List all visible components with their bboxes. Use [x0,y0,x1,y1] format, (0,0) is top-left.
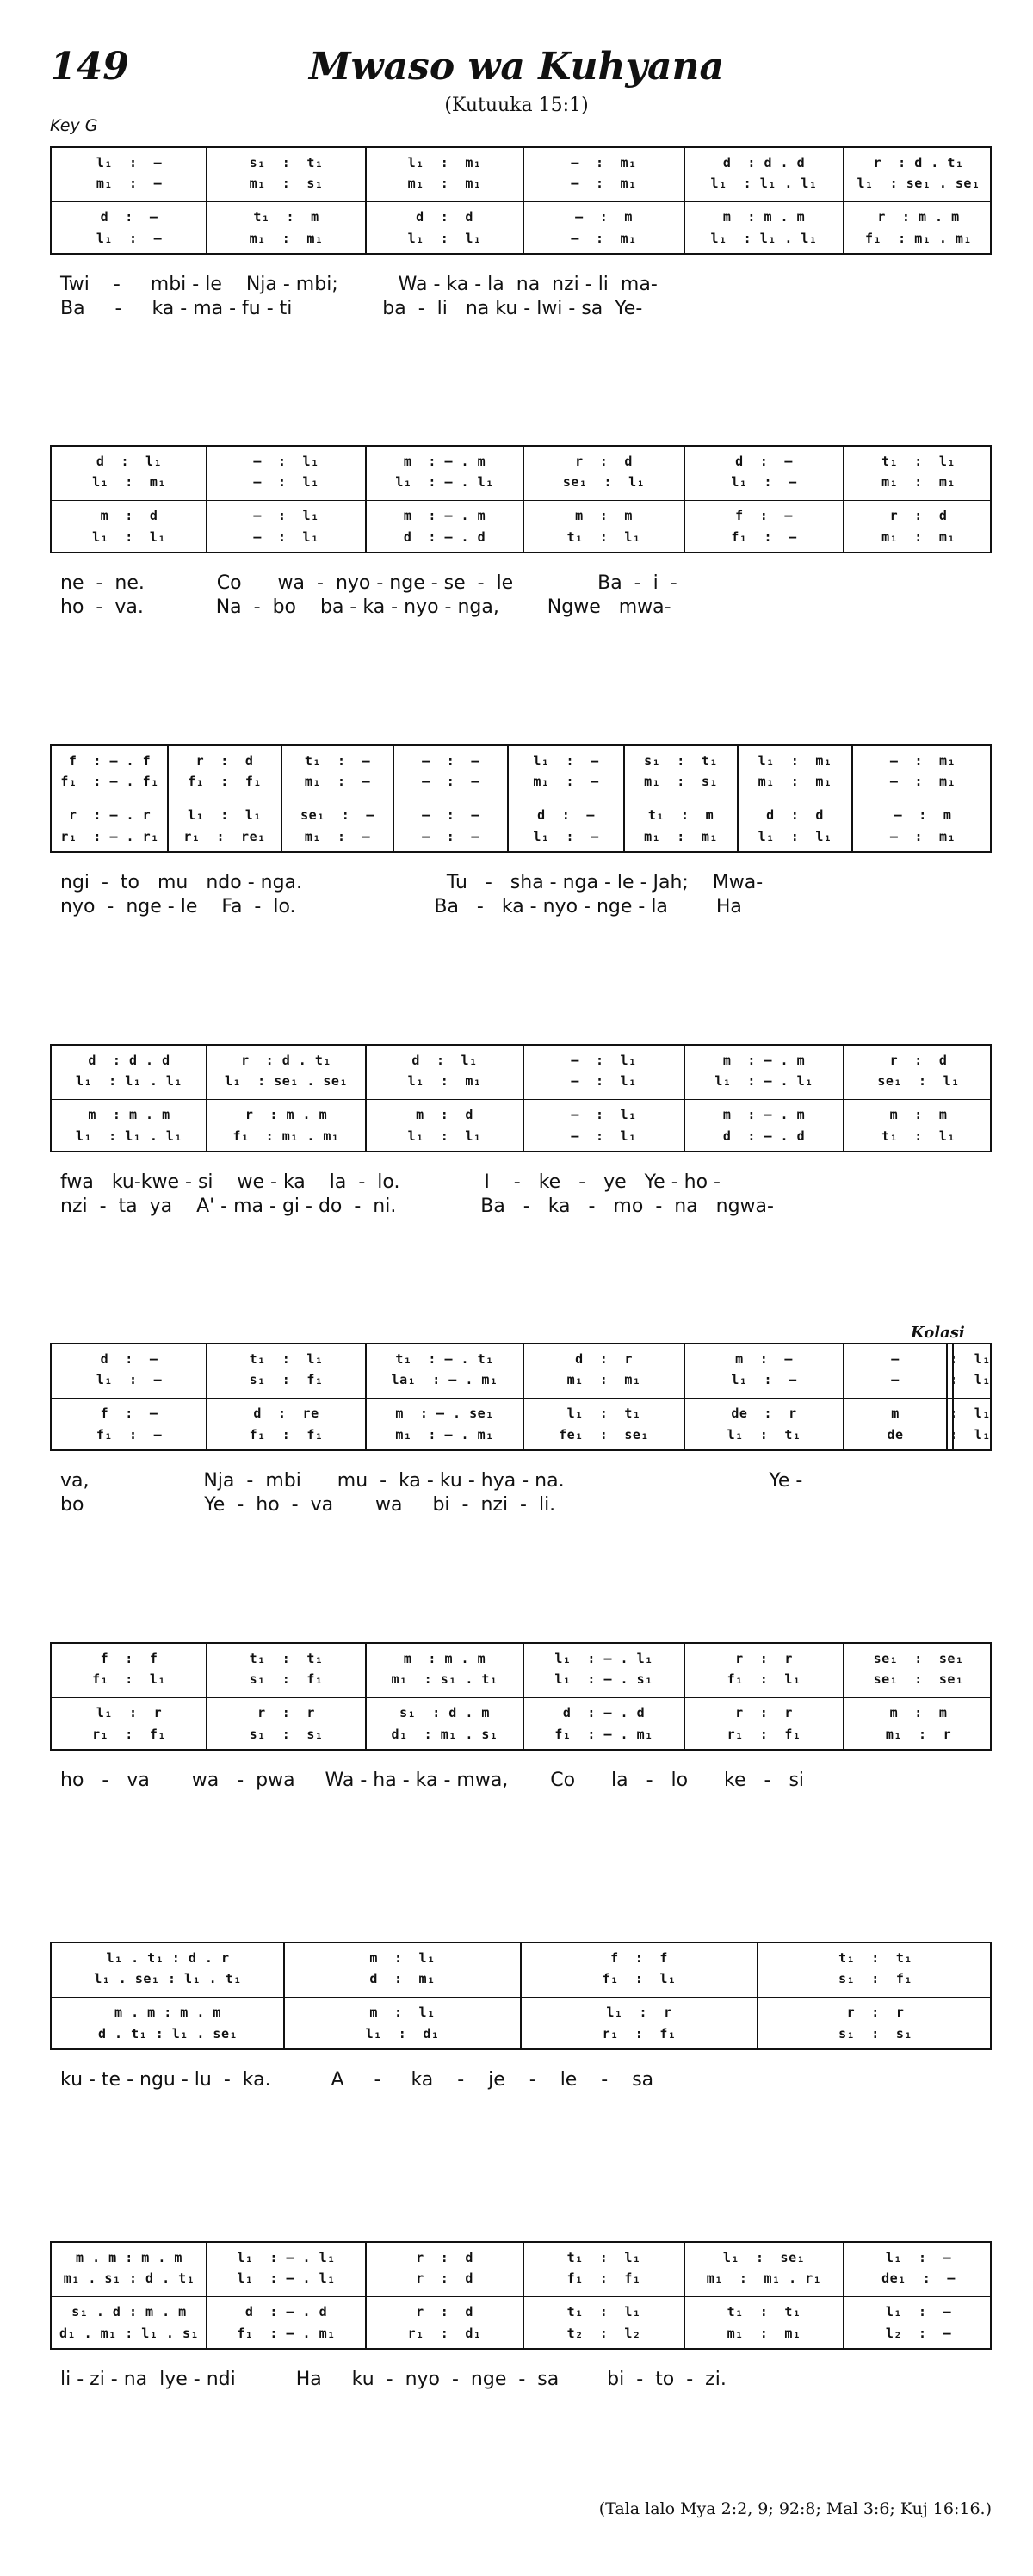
staff-box [50,744,992,853]
voice-line: f₁ : l₁ [727,1671,801,1687]
voice-line: l₁ : — [533,753,599,769]
voice-line: t₂ : l₂ [566,2326,641,2341]
measure [366,1644,523,1752]
measure [684,1344,844,1453]
voice-line: f : f [100,1651,158,1666]
voice-line: m : m . m [722,209,806,225]
voice-line: t₁ : – . t₁ [395,1351,494,1367]
voice-line: t₁ : m [253,209,319,225]
voice-line: m₁ : — [304,829,371,844]
voice-line: la₁ : – . m₁ [391,1372,498,1387]
voice-line: d : – . d [244,2304,328,2320]
voice-line: d : re [253,1405,319,1421]
voice-line: d : – . d [722,1128,806,1144]
voice-line: d : d [766,807,824,823]
measure [947,1344,993,1453]
voice-line: l₁ : l₁ . l₁ [76,1073,182,1089]
measure [844,1644,993,1752]
hymn-number: 149 [50,45,129,89]
staff-box [50,1044,992,1152]
staff-box [50,445,992,553]
voice-line: l₁ : se₁ . se₁ [225,1073,348,1089]
measure [207,1644,366,1752]
voice-line: m [891,1405,900,1421]
voice-line: m₁ : m₁ [407,176,482,191]
voice-line: d . t₁ : l₁ . se₁ [97,2026,238,2042]
measure [844,1046,993,1154]
voice-line: f₁ : m₁ . m₁ [865,231,972,246]
voice-line: m . m : m . m [76,2250,182,2265]
voice-line: m : m . m [88,1107,170,1122]
voice-line: — : m₁ [889,753,956,769]
voice-line: m : — [735,1351,793,1367]
voice-line: m₁ : – . m₁ [395,1427,494,1442]
voice-line: t₁ : t₁ [249,1651,324,1666]
voice-line: : l₁ [949,1405,991,1421]
voice-line: : l₁ [949,1351,991,1367]
voice-line: r₁ : f₁ [727,1727,801,1742]
measure [207,447,366,555]
voice-line: r : d . t₁ [241,1053,331,1068]
measure [207,148,366,256]
measure [523,148,684,256]
voice-line: l₁ : l₁ . l₁ [710,231,818,246]
voice-line: l₁ : — [96,155,163,170]
voice-line: de [887,1427,904,1442]
voice-line: l₁ : m₁ [407,1073,482,1089]
voice-line: se₁ : l₁ [562,474,646,490]
measure [207,2243,366,2351]
measure [52,1046,207,1154]
chorus-label: Kolasi [911,1324,965,1342]
voice-line: f₁ : f₁ [249,1427,324,1442]
voice-line: m : d [100,508,158,523]
voice-line: f₁ : – . m₁ [237,2326,336,2341]
voice-line: m : – . m [403,508,486,523]
voice-line: m₁ : m₁ [881,529,956,545]
lyrics-verse-1: ngi - to mu ndo - nga. Tu - sha - nga - le - Jah; Mwa- [60,872,764,893]
voice-line: — : m₁ [571,176,637,191]
staff-box [50,146,992,255]
staff-box [50,2241,992,2350]
voice-line: l₁ : — [96,1372,163,1387]
footer-reference: (Tala lalo Mya 2:2, 9; 92:8; Mal 3:6; Kuj 16:16.) [598,2499,992,2518]
voice-line: t₁ : l₁ [566,529,641,545]
voice-line: s₁ : d . m [399,1705,490,1720]
voice-line: f₁ : f₁ [188,774,262,789]
voice-line: — : — [422,753,479,769]
voice-line: t₁ : l₁ [249,1351,324,1367]
measure [852,746,993,855]
measure [523,447,684,555]
measure [684,2243,844,2351]
voice-line: — : m₁ [571,155,637,170]
voice-line: r : r [846,2005,905,2020]
voice-line: m₁ : m₁ [881,474,956,490]
voice-line: l₁ : – . s₁ [554,1671,653,1687]
voice-line: r₁ : f₁ [602,2026,677,2042]
voice-line: d : – . d [562,1705,646,1720]
voice-line: t₁ : l₁ [881,454,956,469]
voice-line: m₁ : — [533,774,599,789]
voice-line: — : m₁ [571,231,637,246]
voice-line: m₁ : — [304,774,371,789]
voice-line: s₁ : t₁ [644,753,718,769]
measure [523,1644,684,1752]
voice-line: m₁ : s₁ [249,176,324,191]
voice-line: m : l₁ [369,2005,436,2020]
voice-line: se₁ : se₁ [873,1651,964,1666]
voice-line: t₁ : — [304,753,371,769]
voice-line: — [891,1372,900,1387]
voice-line: s₁ : f₁ [249,1671,324,1687]
voice-line: d : l₁ [411,1053,478,1068]
voice-line: l₁ : – . l₁ [714,1073,813,1089]
voice-line: — [891,1351,900,1367]
lyrics-verse-1: va, Nja - mbi mu - ka - ku - hya - na. Ye - [60,1470,803,1492]
voice-line: d : — [100,1351,158,1367]
voice-line: se₁ : se₁ [873,1671,964,1687]
voice-line: de : r [731,1405,797,1421]
voice-line: : l₁ [949,1427,991,1442]
voice-line: — : l₁ [253,454,319,469]
voice-line: l₁ : l₁ [92,529,166,545]
measure [52,746,168,855]
voice-line: l₁ : se₁ [722,2250,806,2265]
measure [366,1046,523,1154]
voice-line: l₁ : l₁ [407,1128,482,1144]
voice-line: l₁ : r [96,1705,163,1720]
voice-line: r : m . m [877,209,960,225]
voice-line: s₁ . d : m . m [71,2304,187,2320]
voice-line: — : l₁ [571,1053,637,1068]
voice-line: d : d [416,209,473,225]
voice-line: s₁ : s₁ [249,1727,324,1742]
voice-line: l₂ : — [885,2326,952,2341]
voice-line: de₁ : — [881,2270,956,2286]
voice-line: r₁ : d₁ [407,2326,482,2341]
measure [207,1046,366,1154]
voice-line: l₁ : t₁ [566,1405,641,1421]
voice-line: t₁ : l₁ [566,2250,641,2265]
measure [684,148,844,256]
voice-line: s₁ : f₁ [838,1971,912,1986]
voice-line: t₁ : m [647,807,714,823]
voice-line: l₁ : l₁ [188,807,262,823]
measure [684,447,844,555]
voice-line: r : d [575,454,633,469]
lyrics-verse-1: ne - ne. Co wa - nyo - nge - se - le Ba - i - [60,572,677,594]
voice-line: f : – . f [68,753,152,769]
voice-line: l₁ : — [533,829,599,844]
voice-line: r : d [195,753,254,769]
measure [624,746,738,855]
voice-line: : l₁ [949,1372,991,1387]
voice-line: l₁ : – . l₁ [395,474,494,490]
measure [281,746,393,855]
voice-line: f₁ : — [731,529,797,545]
measure [523,1344,684,1453]
voice-line: d₁ : m₁ . s₁ [391,1727,498,1742]
voice-line: r₁ : – . r₁ [60,829,159,844]
voice-line: l₁ : l₁ [758,829,832,844]
measure [366,447,523,555]
voice-line: r : d . t₁ [873,155,964,170]
voice-line: s₁ : s₁ [838,2026,912,2042]
measure [366,2243,523,2351]
voice-line: m : l₁ [369,1950,436,1966]
voice-line: — : m₁ [889,774,956,789]
voice-line: — : — [422,807,479,823]
measure [52,447,207,555]
measure [168,746,281,855]
voice-line: r : m . m [244,1107,328,1122]
voice-line: f₁ : l₁ [92,1671,166,1687]
voice-line: m : – . se₁ [395,1405,494,1421]
voice-line: l₁ : m₁ [92,474,166,490]
voice-line: m₁ : s₁ [644,774,718,789]
voice-line: — : — [422,774,479,789]
voice-line: d : – . d [403,529,486,545]
lyrics-verse-2: Ba - ka - ma - fu - ti ba - li na ku - lwi - sa Ye- [60,298,643,319]
voice-line: m : m [889,1705,948,1720]
measure [844,2243,993,2351]
measure [207,1344,366,1453]
measure [52,148,207,256]
voice-line: m₁ . s₁ : d . t₁ [63,2270,195,2286]
measure [521,1943,758,2052]
measure [366,1344,523,1453]
voice-line: l₁ : — [885,2250,952,2265]
voice-line: l₁ : — [96,231,163,246]
staff-box [50,1343,992,1451]
lyrics-verse-2: nzi - ta ya A' - ma - gi - do - ni. Ba - ka - mo - na ngwa- [60,1195,774,1217]
key-signature: Key G [50,116,98,135]
voice-line: l₁ : – . l₁ [237,2250,336,2265]
lyrics-verse-1: fwa ku-kwe - si we - ka la - lo. I - ke - ye Ye - ho - [60,1171,721,1193]
voice-line: m : m . m [403,1651,486,1666]
voice-line: r : r [735,1705,793,1720]
staff-box [50,1642,992,1751]
voice-line: l₁ : l₁ [407,231,482,246]
voice-line: l₁ : m₁ [758,753,832,769]
measure [508,746,624,855]
voice-line: m₁ : s₁ . t₁ [391,1671,498,1687]
voice-line: t₁ : t₁ [838,1950,912,1966]
voice-line: l₁ : – . l₁ [237,2270,336,2286]
voice-line: m . m : m . m [114,2005,221,2020]
voice-line: — : l₁ [571,1128,637,1144]
measure [52,1644,207,1752]
voice-line: — : l₁ [253,529,319,545]
voice-line: — : m [575,209,633,225]
voice-line: l₁ : — [885,2304,952,2320]
measure [844,1344,947,1453]
voice-line: fe₁ : se₁ [559,1427,649,1442]
voice-line: r : r [735,1651,793,1666]
voice-line: m : – . m [722,1053,806,1068]
voice-line: s₁ : f₁ [249,1372,324,1387]
voice-line: l₁ : d₁ [365,2026,440,2042]
voice-line: m : – . m [403,454,486,469]
voice-line: d : — [100,209,158,225]
hymn-title: Mwaso wa Kuhyana [308,45,725,89]
measure [844,148,993,256]
voice-line: m₁ : — [96,176,163,191]
lyrics-verse-1: li - zi - na lye - ndi Ha ku - nyo - nge - sa bi - to - zi. [60,2369,727,2390]
lyrics-verse-2: nyo - nge - le Fa - lo. Ba - ka - nyo - nge - la Ha [60,896,742,917]
voice-line: m₁ : r [885,1727,952,1742]
voice-line: l₁ : l₁ . l₁ [710,176,818,191]
voice-line: — : l₁ [253,474,319,490]
voice-line: l₁ : — [731,1372,797,1387]
voice-line: d : — [735,454,793,469]
voice-line: l₁ : — [731,474,797,490]
voice-line: se₁ : — [300,807,374,823]
voice-line: r : d [889,508,948,523]
voice-line: r : d [416,2270,473,2286]
voice-line: t₁ : l₁ [881,1128,956,1144]
staff-box [50,1942,992,2050]
voice-line: m : d [416,1107,473,1122]
measure [366,148,523,256]
voice-line: f₁ : – . m₁ [554,1727,653,1742]
voice-line: d : — [537,807,595,823]
voice-line: t₁ : l₁ [566,2304,641,2320]
voice-line: r : d [416,2304,473,2320]
voice-line: m₁ : m₁ [758,774,832,789]
hymn-subtitle: (Kutuuka 15:1) [444,95,589,116]
lyrics-verse-2: bo Ye - ho - va wa bi - nzi - li. [60,1494,556,1516]
voice-line: l₁ : m₁ [407,155,482,170]
voice-line: l₁ : – . l₁ [554,1651,653,1666]
voice-line: m₁ : m₁ [249,231,324,246]
measure [738,746,852,855]
voice-line: r : r [257,1705,315,1720]
voice-line: l₁ : r [606,2005,672,2020]
voice-line: f : f [610,1950,668,1966]
measure [393,746,508,855]
voice-line: — : l₁ [571,1073,637,1089]
voice-line: l₁ : l₁ . l₁ [76,1128,182,1144]
lyrics-verse-1: Twi - mbi - le Nja - mbi; Wa - ka - la na nzi - li ma- [60,274,658,295]
measure [684,1644,844,1752]
voice-line: m₁ : m₁ [566,1372,641,1387]
voice-line: d : r [575,1351,633,1367]
measure [52,1344,207,1453]
voice-line: l₁ : se₁ . se₁ [857,176,980,191]
voice-line: r : d [416,2250,473,2265]
voice-line: f₁ : – . f₁ [60,774,159,789]
voice-line: — : l₁ [253,508,319,523]
voice-line: r : – . r [68,807,152,823]
voice-line: — : — [422,829,479,844]
measure [758,1943,993,2052]
voice-line: d : l₁ [96,454,163,469]
measure [523,2243,684,2351]
measure [52,2243,207,2351]
voice-line: r₁ : f₁ [92,1727,166,1742]
voice-line: l₁ . se₁ : l₁ . t₁ [94,1971,242,1986]
voice-line: t₁ : t₁ [727,2304,801,2320]
voice-line: f : — [100,1405,158,1421]
voice-line: l₁ : t₁ [727,1427,801,1442]
voice-line: d : m₁ [369,1971,436,1986]
voice-line: m : – . m [722,1107,806,1122]
voice-line: f₁ : l₁ [602,1971,677,1986]
voice-line: r₁ : re₁ [183,829,266,844]
voice-line: m₁ : m₁ . r₁ [706,2270,822,2286]
voice-line: f₁ : m₁ . m₁ [232,1128,340,1144]
voice-line: m₁ : m₁ [727,2326,801,2341]
voice-line: m₁ : m₁ [644,829,718,844]
measure [52,1943,284,2052]
measure [523,1046,684,1154]
voice-line: l₁ . t₁ : d . r [106,1950,230,1966]
voice-line: f₁ : — [96,1427,163,1442]
lyrics-verse-2: ho - va. Na - bo ba - ka - nyo - nga, Ngwe mwa- [60,596,671,618]
voice-line: d₁ . m₁ : l₁ . s₁ [59,2326,200,2341]
lyrics-verse-1: ku - te - ngu - lu - ka. A - ka - je - le - sa [60,2069,654,2091]
voice-line: se₁ : l₁ [877,1073,960,1089]
measure [844,447,993,555]
lyrics-verse-1: ho - va wa - pwa Wa - ha - ka - mwa, Co la - lo ke - si [60,1770,805,1791]
voice-line: f : — [735,508,793,523]
voice-line: s₁ : t₁ [249,155,324,170]
measure [284,1943,521,2052]
voice-line: d : d . d [722,155,806,170]
voice-line: — : m [894,807,952,823]
voice-line: — : l₁ [571,1107,637,1122]
voice-line: m : m [575,508,633,523]
voice-line: r : d [889,1053,948,1068]
voice-line: m : m [889,1107,948,1122]
voice-line: f₁ : f₁ [566,2270,641,2286]
measure [684,1046,844,1154]
voice-line: d : d . d [88,1053,170,1068]
voice-line: — : m₁ [889,829,956,844]
